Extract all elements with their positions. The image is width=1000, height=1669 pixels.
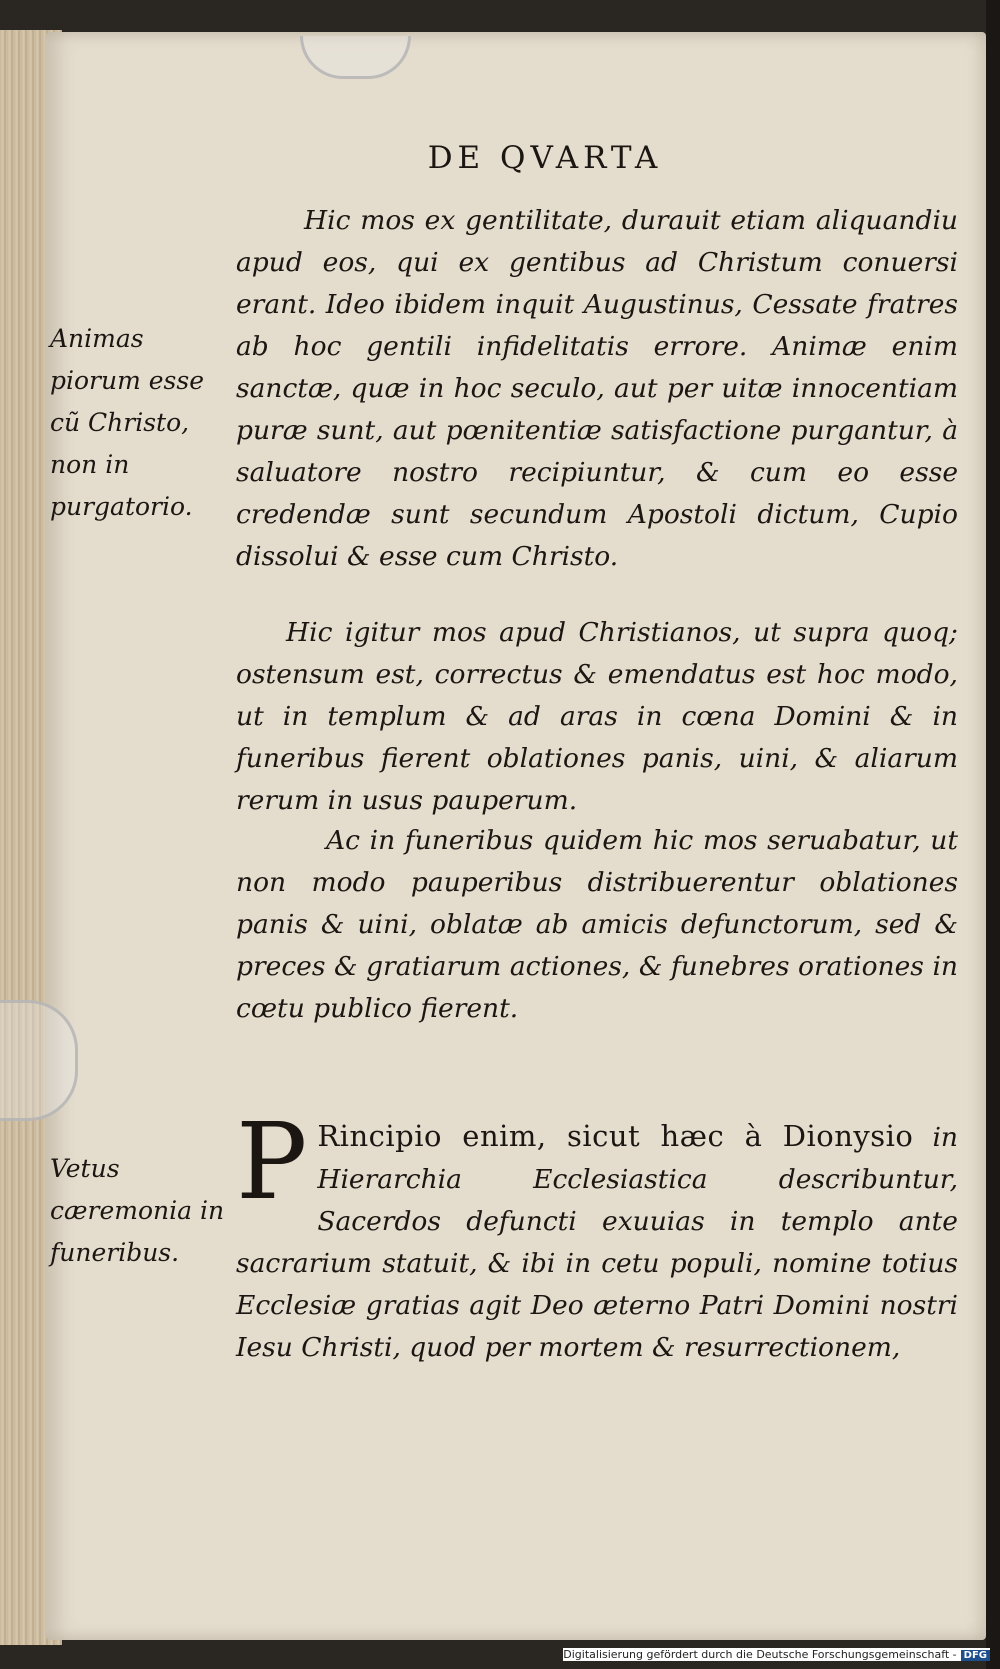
paragraph-2 (236, 612, 958, 822)
paragraph-2-text: Hic igitur mos apud Christianos, ut supra quoq; ostensum est, correctus & emendatus est hoc modo, ut in templum & ad aras in cœna Domini & in funeribus fierent oblationes panis, uini, & aliarum rerum in usus pauperum. (236, 617, 958, 816)
paragraph-3 (236, 820, 958, 1030)
paragraph-4 (236, 1100, 958, 1369)
dfg-logo: DFG (961, 1650, 990, 1661)
paragraph-3-text: Ac in funeribus quidem hic mos seruabatur, ut non modo pauperibus distribuerentur oblationes panis & uini, oblatæ ab amicis defunctorum, sed & preces & gratiarum actiones, & funebres orationes in cœtu publico fierent. (236, 825, 958, 1024)
paragraph-4-text (236, 1100, 958, 1369)
footer-credit (563, 1648, 990, 1661)
paragraph-4-opening: Rincipio enim, sicut hæc à Dionysio (317, 1119, 914, 1153)
drop-cap: P (236, 1100, 308, 1223)
paragraph-4-body: in Hierarchia Ecclesiastica describuntur, Sacerdos defuncti exuuias in templo ante sacrarium statuit, & ibi in cetu populi, nomine totius Ecclesiæ gratias agit Deo æterno Patri Domini nostri Iesu Christi, quod per mortem & resurrectionem, (236, 1122, 958, 1363)
running-head: DE QVARTA (427, 140, 663, 176)
left-clip (0, 1000, 78, 1121)
marginal-note-2: Vetus cæremonia in funeribus. (50, 1154, 225, 1267)
paragraph-1-text: Hic mos ex gentilitate, durauit etiam aliquandiu apud eos, qui ex gentibus ad Christum conuersi erant. Ideo ibidem inquit Augustinus, Cessate fratres ab hoc gentili infidelitatis errore. Animæ enim sanctæ, quæ in hoc seculo, aut per uitæ innocentiam puræ sunt, aut pœnitentiæ satisfactione purgantur, à saluatore nostro recipiuntur, & cum eo esse credendæ sunt secundum Apostoli dictum, Cupio dissolui & esse cum Christo. (236, 205, 958, 572)
paragraph-1 (236, 200, 958, 578)
footer-credit-text: Digitalisierung gefördert durch die Deutsche Forschungsgemeinschaft - (563, 1648, 957, 1661)
page-right-edge (986, 0, 1000, 1669)
marginal-note-1: Animas piorum esse cũ Christo, non in purgatorio. (50, 324, 205, 521)
